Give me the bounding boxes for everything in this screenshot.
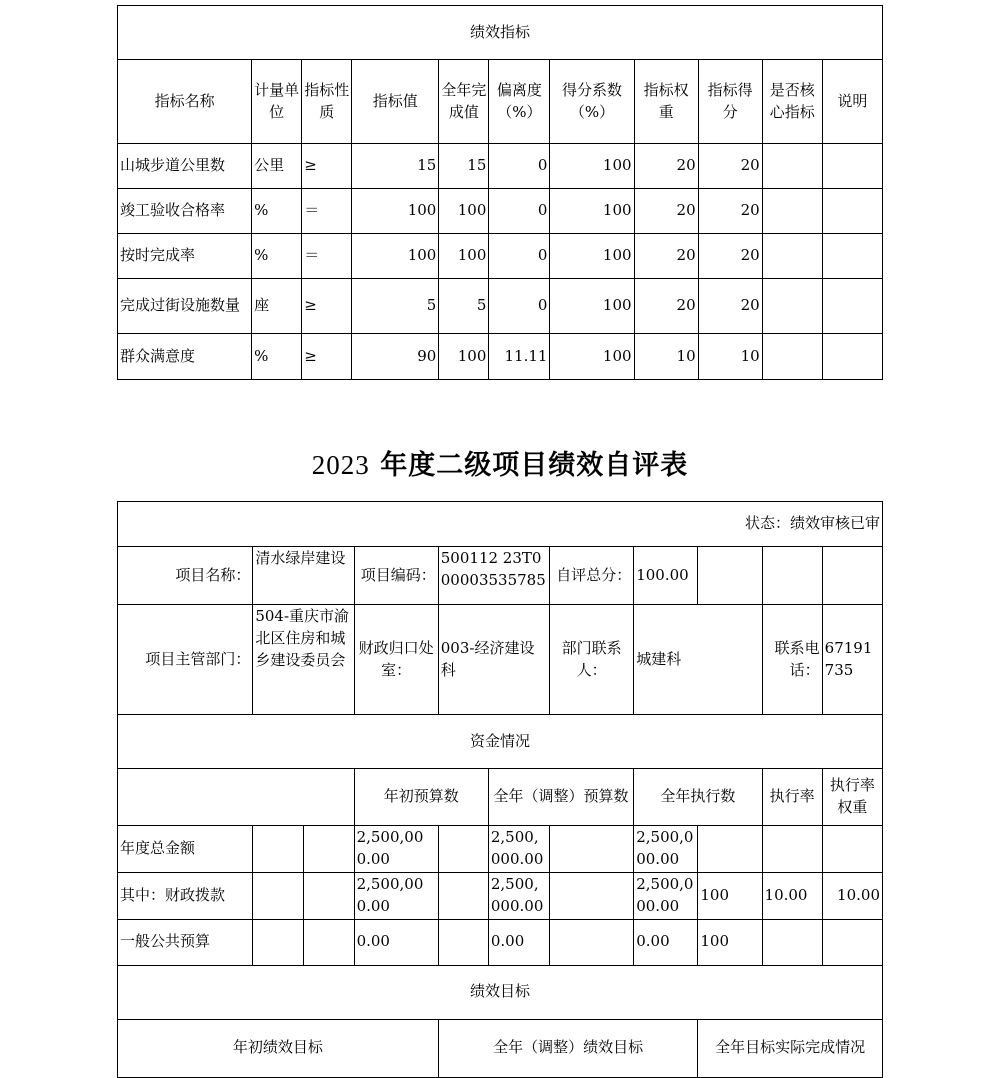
initial-budget: 2,500,000.00 — [354, 873, 438, 920]
adjusted-budget: 2,500,000.00 — [488, 826, 549, 873]
header-cell: 得分系数（%） — [550, 60, 634, 144]
rate-weight: 10.00 — [762, 873, 822, 920]
value-cell: 100 — [352, 234, 439, 279]
rate-score — [822, 826, 882, 873]
header-cell: 说明 — [822, 60, 882, 144]
weight-cell: 10 — [634, 334, 698, 380]
note-cell — [822, 189, 882, 234]
nature-cell: ≥ — [302, 279, 352, 334]
indicator-name: 山城步道公里数 — [118, 144, 252, 189]
indicator-header-row — [118, 60, 883, 144]
header-cell: 计量单位 — [252, 60, 302, 144]
header-cell: 指标值 — [352, 60, 439, 144]
title-text: 年度二级项目绩效自评表 — [380, 450, 689, 481]
core-cell — [762, 189, 822, 234]
executed-amount: 2,500,000.00 — [634, 826, 698, 873]
funds-header-cell: 年初预算数 — [354, 769, 488, 826]
unit-cell: 座 — [252, 279, 302, 334]
indicator-name: 按时完成率 — [118, 234, 252, 279]
unit-cell: % — [252, 234, 302, 279]
header-cell: 指标得分 — [698, 60, 762, 144]
coefficient-cell: 100 — [550, 334, 634, 380]
table-row — [118, 873, 883, 920]
value-cell: 5 — [352, 279, 439, 334]
execution-rate: 100 — [698, 919, 762, 965]
indicator-name: 完成过街设施数量 — [118, 279, 252, 334]
office-name: 003-经济建设科 — [438, 605, 549, 715]
executed-amount: 0.00 — [634, 919, 698, 965]
note-cell — [822, 334, 882, 380]
score-cell: 10 — [698, 334, 762, 380]
value-cell: 100 — [352, 189, 439, 234]
header-cell: 指标性质 — [302, 60, 352, 144]
table-row — [118, 919, 883, 965]
score-cell: 20 — [698, 144, 762, 189]
contact-label: 部门联系人： — [550, 605, 634, 715]
project-name-label: 项目名称： — [118, 547, 253, 605]
deviation-cell: 0 — [489, 279, 550, 334]
score-cell: 20 — [698, 234, 762, 279]
goals-header-cell: 年初绩效目标 — [118, 1019, 439, 1077]
funds-section-title: 资金情况 — [118, 715, 883, 769]
table-row — [118, 189, 883, 234]
dept-name: 504-重庆市渝北区住房和城乡建设委员会 — [253, 605, 354, 715]
adjusted-budget: 2,500,000.00 — [488, 873, 549, 920]
funds-header-cell: 全年执行数 — [634, 769, 762, 826]
status-text: 状态：绩效审核已审 — [118, 502, 883, 547]
weight-cell: 20 — [634, 144, 698, 189]
funds-header-row — [118, 769, 883, 826]
project-code: 500112 23T000003535785 — [438, 547, 549, 605]
rate-weight — [762, 919, 822, 965]
goals-header-row — [118, 1019, 883, 1077]
unit-cell: % — [252, 189, 302, 234]
funds-header-cell: 执行率权重 — [822, 769, 882, 826]
indicator-name: 群众满意度 — [118, 334, 252, 380]
title-year: 2023 — [311, 450, 370, 480]
performance-indicator-table — [117, 5, 883, 380]
score-cell: 20 — [698, 189, 762, 234]
unit-cell: 公里 — [252, 144, 302, 189]
contact-name: 城建科 — [634, 605, 762, 715]
table-row — [118, 144, 883, 189]
funds-row-label: 一般公共预算 — [118, 919, 253, 965]
completed-cell: 100 — [439, 189, 489, 234]
department-info-row — [118, 605, 883, 715]
core-cell — [762, 279, 822, 334]
score-label: 自评总分： — [550, 547, 634, 605]
goals-header-cell: 全年目标实际完成情况 — [698, 1019, 883, 1077]
header-cell: 是否核心指标 — [762, 60, 822, 144]
funds-row-label: 年度总金额 — [118, 826, 253, 873]
header-cell: 全年完成值 — [439, 60, 489, 144]
dept-label: 项目主管部门： — [118, 605, 253, 715]
deviation-cell: 0 — [489, 144, 550, 189]
nature-cell: ＝ — [302, 234, 352, 279]
goals-section-title: 绩效目标 — [118, 965, 883, 1019]
initial-budget: 0.00 — [354, 919, 438, 965]
coefficient-cell: 100 — [550, 189, 634, 234]
header-cell: 指标权重 — [634, 60, 698, 144]
completed-cell: 100 — [439, 234, 489, 279]
executed-amount: 2,500,000.00 — [634, 873, 698, 920]
coefficient-cell: 100 — [550, 234, 634, 279]
unit-cell: % — [252, 334, 302, 380]
table-row — [118, 279, 883, 334]
rate-weight — [762, 826, 822, 873]
execution-rate: 100 — [698, 873, 762, 920]
core-cell — [762, 234, 822, 279]
phone-number: 67191735 — [822, 605, 882, 715]
table-row — [118, 234, 883, 279]
weight-cell: 20 — [634, 234, 698, 279]
note-cell — [822, 279, 882, 334]
coefficient-cell: 100 — [550, 279, 634, 334]
header-cell: 指标名称 — [118, 60, 252, 144]
funds-row-label: 其中：财政拨款 — [118, 873, 253, 920]
deviation-cell: 11.11 — [489, 334, 550, 380]
goals-header-cell: 全年（调整）绩效目标 — [438, 1019, 698, 1077]
execution-rate — [698, 826, 762, 873]
weight-cell: 20 — [634, 279, 698, 334]
nature-cell: ＝ — [302, 189, 352, 234]
project-code-label: 项目编码： — [354, 547, 438, 605]
core-cell — [762, 334, 822, 380]
project-info-row — [118, 547, 883, 605]
value-cell: 90 — [352, 334, 439, 380]
funds-header-cell: 全年（调整）预算数 — [488, 769, 633, 826]
weight-cell: 20 — [634, 189, 698, 234]
completed-cell: 100 — [439, 334, 489, 380]
note-cell — [822, 144, 882, 189]
funds-header-cell: 执行率 — [762, 769, 822, 826]
adjusted-budget: 0.00 — [488, 919, 549, 965]
deviation-cell: 0 — [489, 234, 550, 279]
indicator-name: 竣工验收合格率 — [118, 189, 252, 234]
office-label: 财政归口处室： — [354, 605, 438, 715]
self-evaluation-table — [117, 501, 883, 1078]
header-cell: 偏离度（%） — [489, 60, 550, 144]
completed-cell: 5 — [439, 279, 489, 334]
coefficient-cell: 100 — [550, 144, 634, 189]
table-row — [118, 334, 883, 380]
total-score: 100.00 — [634, 547, 698, 605]
project-name: 清水绿岸建设 — [253, 547, 354, 605]
phone-label: 联系电话： — [762, 605, 822, 715]
rate-score: 10.00 — [822, 873, 882, 920]
rate-score — [822, 919, 882, 965]
page-title — [0, 443, 1000, 482]
core-cell — [762, 144, 822, 189]
indicator-section-title: 绩效指标 — [118, 6, 883, 60]
completed-cell: 15 — [439, 144, 489, 189]
nature-cell: ≥ — [302, 144, 352, 189]
table-row — [118, 826, 883, 873]
initial-budget: 2,500,000.00 — [354, 826, 438, 873]
nature-cell: ≥ — [302, 334, 352, 380]
score-cell: 20 — [698, 279, 762, 334]
value-cell: 15 — [352, 144, 439, 189]
note-cell — [822, 234, 882, 279]
deviation-cell: 0 — [489, 189, 550, 234]
